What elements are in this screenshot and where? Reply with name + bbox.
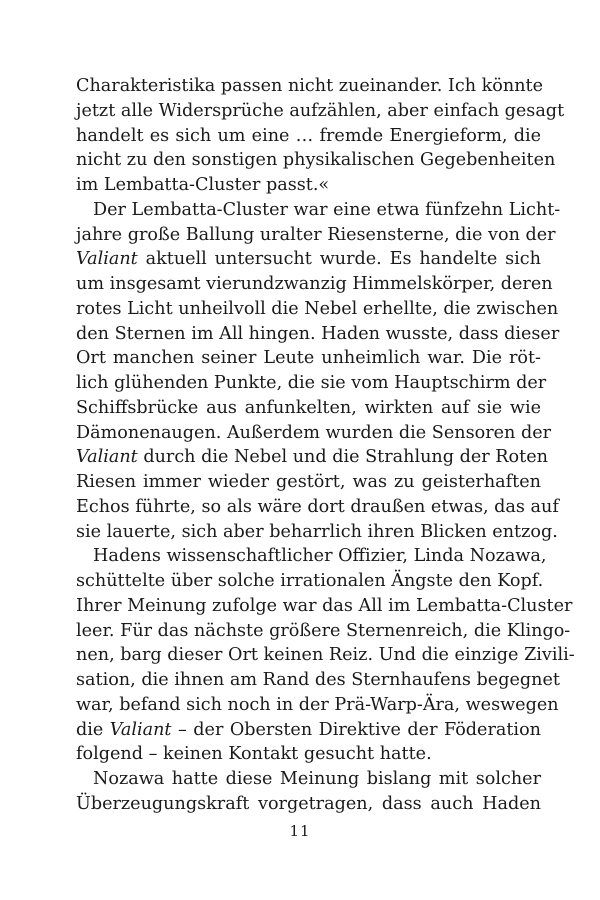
text-line: lich glühenden Punkte, die sie vom Hauptschirm der: [76, 373, 547, 393]
text-line: jetzt alle Widersprüche aufzählen, aber einfach gesagt: [76, 100, 565, 121]
text-line: im Lembatta-Cluster passt.«: [76, 175, 330, 195]
ship-name-italic: Valiant: [109, 719, 172, 740]
text-line: sation, die ihnen am Rand des Sternhaufens begegnet: [76, 670, 560, 690]
text-line: [76, 247, 541, 272]
text-line: [76, 445, 548, 470]
text-line: folgend – keinen Kontakt gesucht hatte.: [76, 744, 432, 765]
text-line: Der Lembatta-Cluster war eine etwa fünfzehn Licht-: [93, 199, 561, 220]
page-number: 11: [289, 822, 311, 840]
text-line: Charakteristika passen nicht zueinander. Ich könnte: [76, 76, 544, 96]
text-line: Ort manchen seiner Leute unheimlich war. Die röt-: [76, 348, 541, 369]
line-text: – der Obersten Direktive der Föderation: [171, 719, 541, 740]
line-text: durch die Nebel und die Strahlung der Roten: [137, 447, 548, 468]
line-text: aktuell untersucht wurde. Es handelte sich: [137, 249, 541, 270]
text-line: [76, 718, 541, 743]
text-line: nen, barg dieser Ort keinen Reiz. Und die einzige Zivili-: [76, 645, 575, 666]
text-line: Riesen immer wieder gestört, was zu geisterhaften: [76, 472, 541, 492]
text-line: handelt es sich um eine … fremde Energieform, die: [76, 125, 541, 146]
text-line: Hadens wissenschaftlicher Offizier, Linda Nozawa,: [93, 546, 547, 567]
text-line: Ihrer Meinung zufolge war das All im Lembatta-Cluster: [76, 595, 573, 616]
ship-name-italic: Valiant: [76, 249, 138, 270]
text-line: um insgesamt vierundzwanzig Himmelskörper, deren: [76, 274, 553, 294]
book-page-text: [76, 74, 575, 817]
text-line: war, befand sich noch in der Prä-Warp-Ära, weswegen: [76, 694, 559, 715]
ship-name-italic: Valiant: [76, 447, 138, 468]
text-line: nicht zu den sonstigen physikalischen Gegebenheiten: [76, 150, 556, 171]
text-line: schüttelte über solche irrationalen Ängste den Kopf.: [76, 571, 544, 591]
text-line: den Sternen im All hingen. Haden wusste, dass dieser: [76, 323, 560, 344]
text-line: sie lauerte, sich aber beharrlich ihren Blicken entzog.: [76, 521, 558, 542]
text-line: jahre große Ballung uralter Riesensterne, die von der: [76, 224, 556, 245]
text-line: rotes Licht unheilvoll die Nebel erhellte, die zwischen: [76, 298, 559, 319]
text-line: Echos führte, so als wäre dort draußen etwas, das auf: [76, 496, 559, 517]
line-text: die: [76, 719, 110, 740]
text-line: Schiffsbrücke aus anfunkelten, wirkten auf sie wie: [76, 397, 541, 418]
text-line: Dämonenaugen. Außerdem wurden die Sensoren der: [76, 422, 552, 443]
text-line: leer. Für das nächste größere Sternenreich, die Klingo-: [76, 620, 571, 641]
text-line: Überzeugungskraft vorgetragen, dass auch Haden: [76, 793, 541, 814]
text-line: Nozawa hatte diese Meinung bislang mit solcher: [93, 769, 541, 789]
